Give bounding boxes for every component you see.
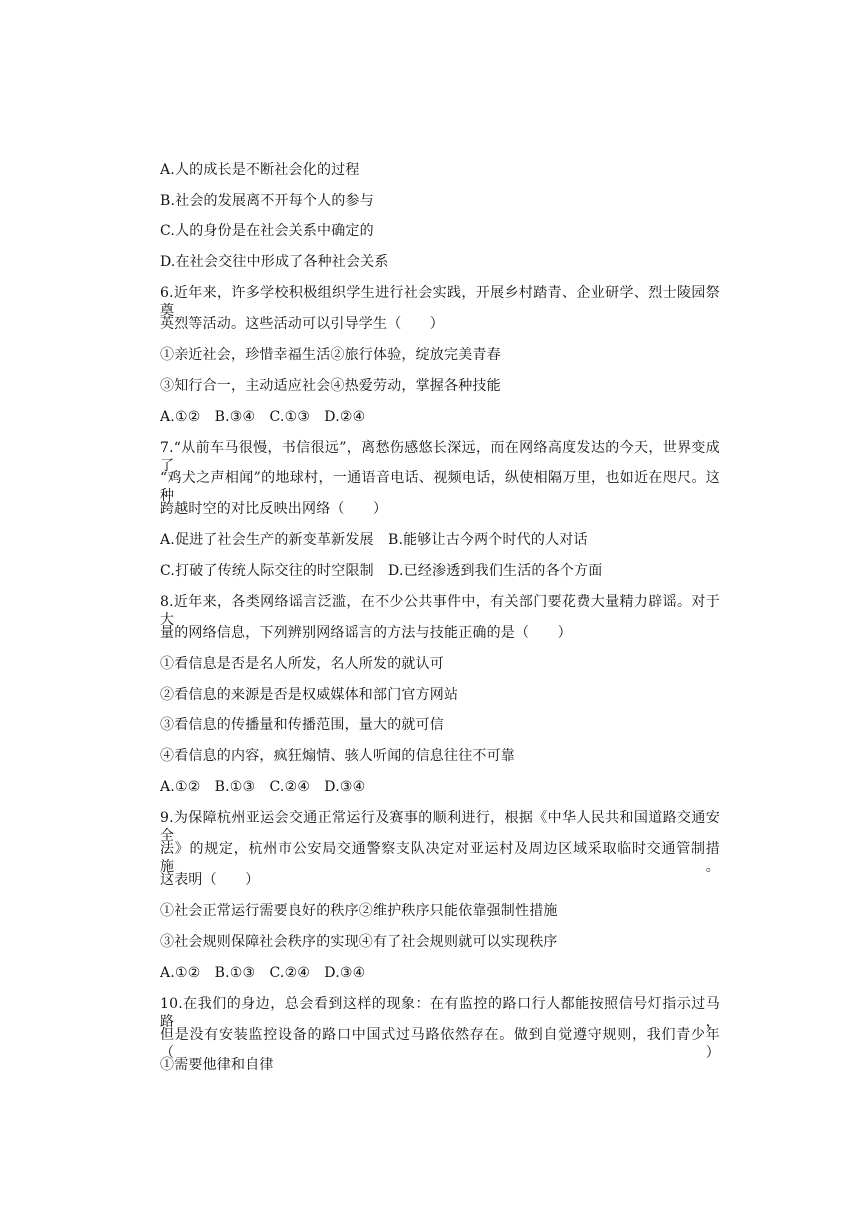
option-line: A.促进了社会生产的新变革新发展 B.能够让古今两个时代的人对话 (160, 532, 588, 548)
question-8-stem: 8.近年来，各类网络谣言泛滥，在不少公共事件中，有关部门要花费大量精力辟谣。对于大 (160, 594, 720, 628)
statement-line: ①看信息是否是名人所发，名人所发的就认可 (160, 656, 444, 672)
statement-line: ②看信息的来源是否是权威媒体和部门官方网站 (160, 687, 459, 703)
answer-choices: A.①② B.①③ C.②④ D.③④ (160, 965, 366, 981)
question-6-stem: 6.近年来，许多学校积极组织学生进行社会实践，开展乡村踏青、企业研学、烈士陵园祭奠 (160, 285, 720, 319)
statement-line: ③知行合一，主动适应社会④热爱劳动，掌握各种技能 (160, 378, 501, 394)
question-9-stem: 这表明（ ） (160, 872, 260, 888)
statement-line: ①社会正常运行需要良好的秩序②维护秩序只能依靠强制性措施 (160, 903, 558, 919)
question-10-stem: 但是没有安装监控设备的路口中国式过马路依然存在。做到自觉遵守规则，我们青少年（ ） (160, 1027, 720, 1061)
statement-line: ③社会规则保障社会秩序的实现④有了社会规则就可以实现秩序 (160, 934, 558, 950)
question-9-stem: 法》的规定，杭州市公安局交通警察支队决定对亚运村及周边区域采取临时交通管制措施。 (160, 841, 720, 875)
statement-line: ①需要他律和自律 (160, 1057, 274, 1073)
statement-line: ③看信息的传播量和传播范围，量大的就可信 (160, 717, 444, 733)
question-8-stem: 量的网络信息，下列辨别网络谣言的方法与技能正确的是（ ） (160, 625, 572, 641)
option-line: B.社会的发展离不开每个人的参与 (160, 193, 374, 209)
statement-line: ④看信息的内容，疯狂煽情、骇人听闻的信息往往不可靠 (160, 748, 515, 764)
option-line: D.在社会交往中形成了各种社会关系 (160, 254, 389, 270)
answer-choices: A.①② B.①③ C.②④ D.③④ (160, 779, 366, 795)
question-7-stem: 跨越时空的对比反映出网络（ ） (160, 501, 388, 517)
option-line: C.人的身份是在社会关系中确定的 (160, 223, 374, 239)
question-10-stem: 10.在我们的身边，总会看到这样的现象：在有监控的路口行人都能按照信号灯指示过马路， (160, 996, 720, 1030)
question-6-stem: 英烈等活动。这些活动可以引导学生（ ） (160, 316, 444, 332)
question-9-stem: 9.为保障杭州亚运会交通正常运行及赛事的顺利进行，根据《中华人民共和国道路交通安全 (160, 810, 720, 844)
question-7-stem: 7.“从前车马很慢，书信很远”，离愁伤感悠长深远，而在网络高度发达的今天，世界变成了 (160, 440, 720, 474)
answer-choices: A.①② B.③④ C.①③ D.②④ (160, 409, 366, 425)
question-7-stem: “鸡犬之声相闻”的地球村，一通语音电话、视频电话，纵使相隔万里，也如近在咫尺。这种 (160, 470, 720, 504)
option-line: C.打破了传统人际交往的时空限制 D.已经渗透到我们生活的各个方面 (160, 563, 603, 579)
statement-line: ①亲近社会，珍惜幸福生活②旅行体验，绽放完美青春 (160, 347, 501, 363)
option-line: A.人的成长是不断社会化的过程 (160, 162, 360, 178)
